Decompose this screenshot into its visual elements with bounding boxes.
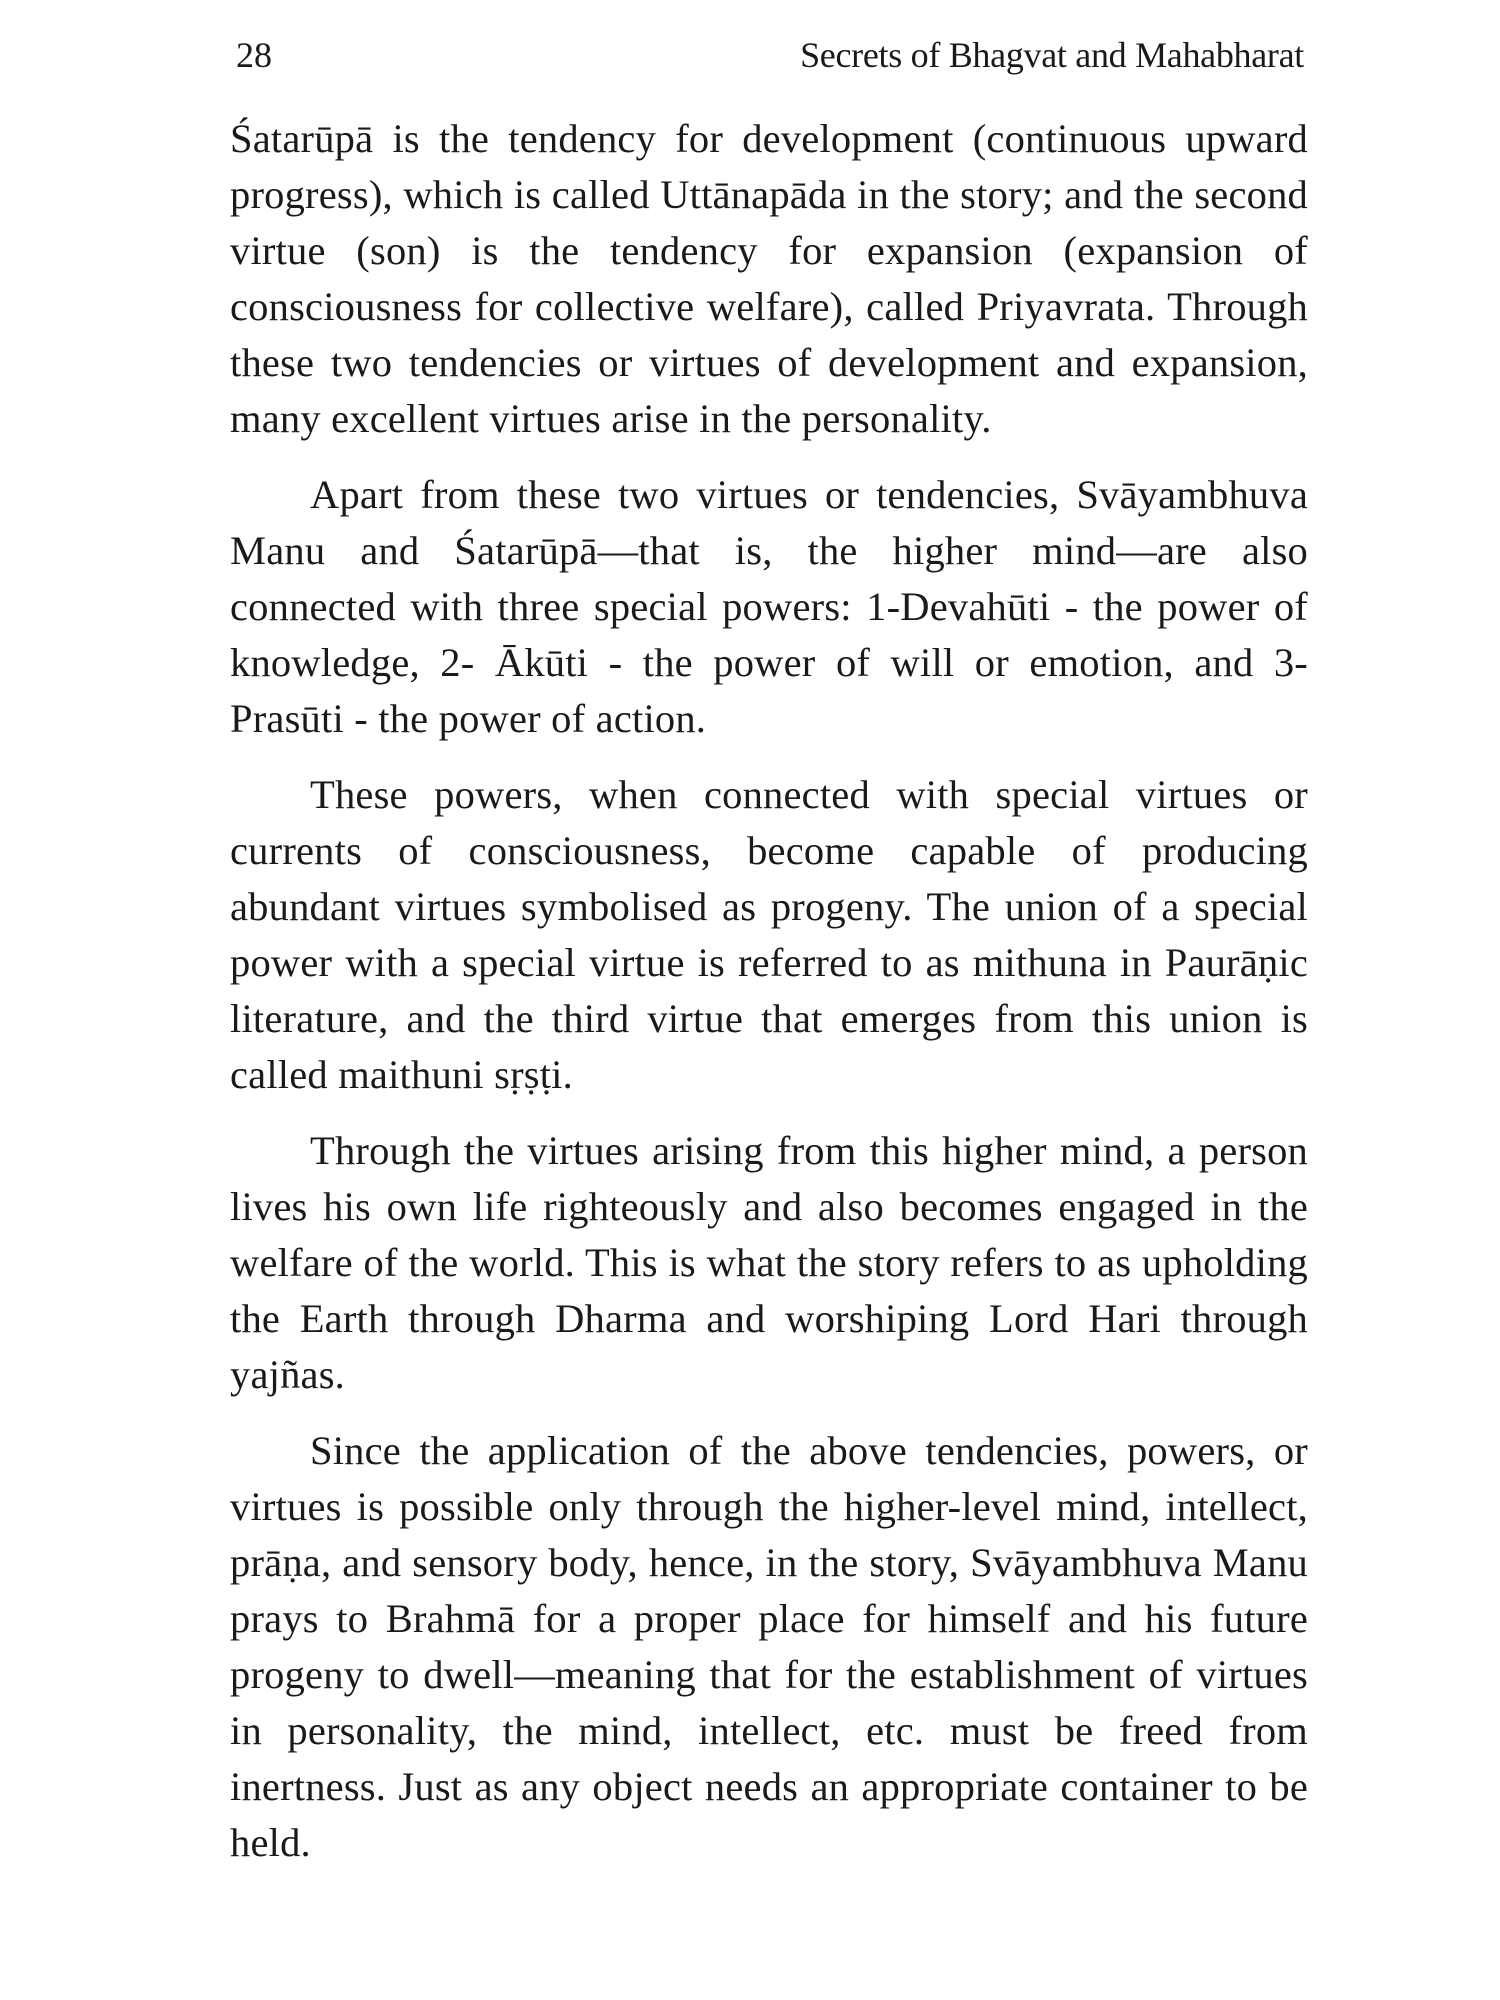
paragraph-mithuna: These powers, when connected with special virtues or currents of consciousness, become capable of producing abundant virtues symbolised as progeny. The union of a special power with a special virtue is referred to as mithuna in Paurāṇic literature, and the third virtue that emerges from this union is called maithuni sṛṣṭi.	[230, 772, 1308, 1097]
paragraph-higher-mind: Through the virtues arising from this higher mind, a person lives his own life righteously and also becomes engaged in the welfare of the world. This is what the story refers to as upholding the Earth through Dharma and worshiping Lord Hari through yajñas.	[230, 1128, 1308, 1397]
paragraph-three-powers: Apart from these two virtues or tendencies, Svāyambhuva Manu and Śatarūpā—that is, the higher mind—are also connected with three special powers: 1-Devahūti - the power of knowledge, 2- Ākūti - the power of will or emotion, and 3- Prasūti - the power of action.	[230, 472, 1308, 741]
paragraph-continuation: Śatarūpā is the tendency for development (continuous upward progress), which is called Uttānapāda in the story; and the second virtue (son) is the tendency for expansion (expansion of consciousness for collective welfare), called Priyavrata. Through these two tendencies or virtues of development and expansion, many excellent virtues arise in the personality.	[230, 116, 1308, 441]
body-text	[230, 111, 1308, 1891]
page-number: 28	[236, 35, 272, 75]
running-title: Secrets of Bhagvat and Mahabharat	[800, 35, 1304, 75]
paragraph-application: Since the application of the above tendencies, powers, or virtues is possible only through the higher-level mind, intellect, prāṇa, and sensory body, hence, in the story, Svāyambhuva Manu prays to Brahmā for a proper place for himself and his future progeny to dwell—meaning that for the establishment of virtues in personality, the mind, intellect, etc. must be freed from inertness. Just as any object needs an appropriate container to be held.	[230, 1428, 1308, 1865]
running-header	[236, 30, 1304, 80]
